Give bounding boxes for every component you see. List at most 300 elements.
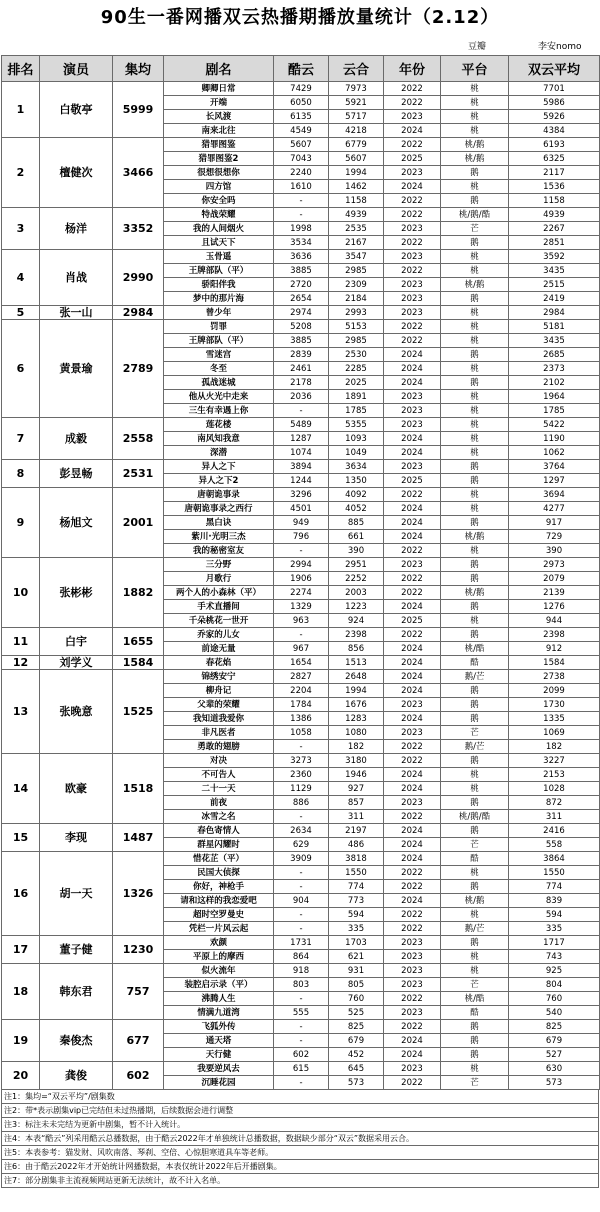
yunhe-cell: 2285 [329, 362, 384, 376]
year-cell: 2022 [384, 810, 441, 824]
kuyun-cell: 2994 [274, 558, 329, 572]
table-row [2, 82, 600, 96]
drama-cell: 南风知我意 [164, 432, 274, 446]
platform-cell: 桃/鹅 [441, 530, 509, 544]
drama-cell: 很想很想你 [164, 166, 274, 180]
yunhe-cell: 773 [329, 894, 384, 908]
kuyun-cell: 2974 [274, 306, 329, 320]
drama-cell: 飞狐外传 [164, 1020, 274, 1034]
drama-cell: 唐朝诡事录 [164, 488, 274, 502]
yunhe-cell: 2184 [329, 292, 384, 306]
table-row [2, 306, 600, 320]
yunhe-cell: 1223 [329, 600, 384, 614]
drama-cell: 雪迷宫 [164, 348, 274, 362]
kuyun-cell: - [274, 740, 329, 754]
yunhe-cell: 594 [329, 908, 384, 922]
drama-cell: 我知道我爱你 [164, 712, 274, 726]
drama-cell: 二十一天 [164, 782, 274, 796]
platform-cell: 鹅/芒 [441, 922, 509, 936]
kuyun-cell: 803 [274, 978, 329, 992]
drama-cell: 手术直播间 [164, 600, 274, 614]
rank-cell: 8 [2, 460, 40, 488]
dual-avg-cell: 5181 [509, 320, 600, 334]
yunhe-cell: 2993 [329, 306, 384, 320]
dual-avg-cell: 3864 [509, 852, 600, 866]
kuyun-cell: 3885 [274, 334, 329, 348]
rank-cell: 16 [2, 852, 40, 936]
kuyun-cell: 7043 [274, 152, 329, 166]
yunhe-cell: 931 [329, 964, 384, 978]
year-cell: 2022 [384, 572, 441, 586]
platform-cell: 桃 [441, 390, 509, 404]
kuyun-cell: 2036 [274, 390, 329, 404]
kuyun-cell: 4549 [274, 124, 329, 138]
platform-cell: 酷 [441, 1006, 509, 1020]
yunhe-cell: 1080 [329, 726, 384, 740]
drama-cell: 你好，神枪手 [164, 880, 274, 894]
year-cell: 2022 [384, 488, 441, 502]
yunhe-cell: 390 [329, 544, 384, 558]
platform-cell: 桃 [441, 782, 509, 796]
kuyun-cell: 2204 [274, 684, 329, 698]
kuyun-cell: 2720 [274, 278, 329, 292]
drama-cell: 特战荣耀 [164, 208, 274, 222]
actor-cell: 韩东君 [40, 964, 113, 1020]
episode-avg-cell: 1882 [113, 558, 164, 628]
kuyun-cell: 4501 [274, 502, 329, 516]
drama-cell: 他从火光中走来 [164, 390, 274, 404]
year-cell: 2023 [384, 950, 441, 964]
note-line: 注4：本表“酷云”列采用酷云总播数据，由于酷云2022年才单独统计总播数据，数据缺少部分“双云”数据采用云合。 [1, 1132, 599, 1146]
dual-avg-cell: 912 [509, 642, 600, 656]
platform-cell: 桃 [441, 110, 509, 124]
platform-cell: 桃 [441, 964, 509, 978]
drama-cell: 群星闪耀时 [164, 838, 274, 852]
kuyun-cell: 1386 [274, 712, 329, 726]
yunhe-cell: 525 [329, 1006, 384, 1020]
yunhe-cell: 2985 [329, 334, 384, 348]
year-cell: 2022 [384, 992, 441, 1006]
platform-cell: 鹅 [441, 712, 509, 726]
drama-cell: 三生有幸遇上你 [164, 404, 274, 418]
year-cell: 2023 [384, 796, 441, 810]
rank-cell: 17 [2, 936, 40, 964]
drama-cell: 莲花楼 [164, 418, 274, 432]
kuyun-cell: - [274, 1076, 329, 1090]
table-row [2, 754, 600, 768]
episode-avg-cell: 2990 [113, 250, 164, 306]
year-cell: 2023 [384, 418, 441, 432]
dual-avg-cell: 5926 [509, 110, 600, 124]
header-avg: 集均 [113, 56, 164, 82]
year-cell: 2024 [384, 362, 441, 376]
kuyun-cell: 5607 [274, 138, 329, 152]
dual-avg-cell: 527 [509, 1048, 600, 1062]
platform-cell: 鹅 [441, 1048, 509, 1062]
yunhe-cell: 774 [329, 880, 384, 894]
drama-cell: 王牌部队（平） [164, 264, 274, 278]
kuyun-cell: 904 [274, 894, 329, 908]
kuyun-cell: - [274, 908, 329, 922]
dual-avg-cell: 390 [509, 544, 600, 558]
kuyun-cell: 5489 [274, 418, 329, 432]
episode-avg-cell: 2789 [113, 320, 164, 418]
year-cell: 2024 [384, 824, 441, 838]
drama-cell: 玉骨遥 [164, 250, 274, 264]
drama-cell: 平原上的摩西 [164, 950, 274, 964]
yunhe-cell: 7973 [329, 82, 384, 96]
actor-cell: 刘学义 [40, 656, 113, 670]
platform-cell: 桃 [441, 488, 509, 502]
dual-avg-cell: 3592 [509, 250, 600, 264]
drama-cell: 长风渡 [164, 110, 274, 124]
kuyun-cell: - [274, 194, 329, 208]
platform-cell: 鹅 [441, 348, 509, 362]
table-row [2, 208, 600, 222]
platform-cell: 桃 [441, 82, 509, 96]
dual-avg-cell: 2398 [509, 628, 600, 642]
yunhe-cell: 1946 [329, 768, 384, 782]
kuyun-cell: 963 [274, 614, 329, 628]
platform-cell: 桃 [441, 404, 509, 418]
episode-avg-cell: 1525 [113, 670, 164, 754]
yunhe-cell: 182 [329, 740, 384, 754]
platform-cell: 鹅 [441, 880, 509, 894]
actor-cell: 杨旭文 [40, 488, 113, 558]
episode-avg-cell: 1230 [113, 936, 164, 964]
drama-cell: 梦中的那片海 [164, 292, 274, 306]
drama-cell: 异人之下2 [164, 474, 274, 488]
drama-cell: 冬至 [164, 362, 274, 376]
kuyun-cell: - [274, 866, 329, 880]
platform-cell: 桃/酷 [441, 642, 509, 656]
drama-cell: 曾少年 [164, 306, 274, 320]
yunhe-cell: 924 [329, 614, 384, 628]
year-cell: 2023 [384, 306, 441, 320]
platform-cell: 桃 [441, 446, 509, 460]
yunhe-cell: 6779 [329, 138, 384, 152]
kuyun-cell: 3273 [274, 754, 329, 768]
yunhe-cell: 825 [329, 1020, 384, 1034]
yunhe-cell: 5607 [329, 152, 384, 166]
header-actor: 演员 [40, 56, 113, 82]
episode-avg-cell: 2001 [113, 488, 164, 558]
dual-avg-cell: 3764 [509, 460, 600, 474]
year-cell: 2024 [384, 670, 441, 684]
dual-avg-cell: 558 [509, 838, 600, 852]
kuyun-cell: 2360 [274, 768, 329, 782]
platform-cell: 鹅 [441, 628, 509, 642]
episode-avg-cell: 1655 [113, 628, 164, 656]
actor-cell: 张晚意 [40, 670, 113, 754]
year-cell: 2022 [384, 236, 441, 250]
dual-avg-cell: 679 [509, 1034, 600, 1048]
year-cell: 2023 [384, 558, 441, 572]
dual-avg-cell: 2079 [509, 572, 600, 586]
year-cell: 2023 [384, 278, 441, 292]
stats-sheet [1, 0, 599, 1185]
platform-cell: 桃 [441, 502, 509, 516]
kuyun-cell: 2827 [274, 670, 329, 684]
year-cell: 2023 [384, 166, 441, 180]
platform-cell: 桃/鹅 [441, 894, 509, 908]
year-cell: 2023 [384, 964, 441, 978]
kuyun-cell: - [274, 208, 329, 222]
year-cell: 2024 [384, 516, 441, 530]
yunhe-cell: 805 [329, 978, 384, 992]
rank-cell: 12 [2, 656, 40, 670]
dual-avg-cell: 4277 [509, 502, 600, 516]
episode-avg-cell: 2984 [113, 306, 164, 320]
yunhe-cell: 857 [329, 796, 384, 810]
yunhe-cell: 927 [329, 782, 384, 796]
rank-cell: 5 [2, 306, 40, 320]
dual-avg-cell: 4939 [509, 208, 600, 222]
kuyun-cell: 1731 [274, 936, 329, 950]
drama-cell: 两个人的小森林（平） [164, 586, 274, 600]
rank-cell: 9 [2, 488, 40, 558]
year-cell: 2024 [384, 180, 441, 194]
yunhe-cell: 885 [329, 516, 384, 530]
year-cell: 2023 [384, 698, 441, 712]
dual-avg-cell: 182 [509, 740, 600, 754]
actor-cell: 彭昱畅 [40, 460, 113, 488]
year-cell: 2024 [384, 1034, 441, 1048]
table-row [2, 138, 600, 152]
note-line: 注6：由于酷云2022年才开始统计网播数据，本表仅统计2022年后开播剧集。 [1, 1160, 599, 1174]
kuyun-cell: 3296 [274, 488, 329, 502]
dual-avg-cell: 2515 [509, 278, 600, 292]
header-kuyun: 酷云 [274, 56, 329, 82]
dual-avg-cell: 3227 [509, 754, 600, 768]
header-row [2, 56, 600, 82]
platform-cell: 桃 [441, 334, 509, 348]
episode-avg-cell: 1584 [113, 656, 164, 670]
yunhe-cell: 2309 [329, 278, 384, 292]
year-cell: 2023 [384, 936, 441, 950]
rank-cell: 19 [2, 1020, 40, 1062]
platform-cell: 鹅 [441, 698, 509, 712]
dual-avg-cell: 917 [509, 516, 600, 530]
dual-avg-cell: 2117 [509, 166, 600, 180]
dual-avg-cell: 573 [509, 1076, 600, 1090]
notes-block [1, 1090, 599, 1188]
platform-cell: 鹅 [441, 516, 509, 530]
platform-cell: 桃 [441, 544, 509, 558]
rank-cell: 15 [2, 824, 40, 852]
header-yunhe: 云合 [329, 56, 384, 82]
table-row [2, 418, 600, 432]
rank-cell: 14 [2, 754, 40, 824]
kuyun-cell: 3636 [274, 250, 329, 264]
yunhe-cell: 621 [329, 950, 384, 964]
drama-cell: 春色寄情人 [164, 824, 274, 838]
year-cell: 2025 [384, 474, 441, 488]
note-line: 注2：带*表示剧集vip已完结但未过热播期，后续数据会进行调整 [1, 1104, 599, 1118]
yunhe-cell: 2252 [329, 572, 384, 586]
year-cell: 2023 [384, 978, 441, 992]
yunhe-cell: 2535 [329, 222, 384, 236]
drama-cell: 柳舟记 [164, 684, 274, 698]
rank-cell: 20 [2, 1062, 40, 1090]
dual-avg-cell: 335 [509, 922, 600, 936]
year-cell: 2023 [384, 460, 441, 474]
yunhe-cell: 1994 [329, 166, 384, 180]
rank-cell: 10 [2, 558, 40, 628]
dual-avg-cell: 925 [509, 964, 600, 978]
rank-cell: 3 [2, 208, 40, 250]
platform-cell: 桃 [441, 250, 509, 264]
kuyun-cell: 1654 [274, 656, 329, 670]
year-cell: 2022 [384, 754, 441, 768]
stats-table [1, 55, 600, 1090]
yunhe-cell: 1703 [329, 936, 384, 950]
rank-cell: 6 [2, 320, 40, 418]
yunhe-cell: 2530 [329, 348, 384, 362]
yunhe-cell: 5921 [329, 96, 384, 110]
drama-cell: 四方馆 [164, 180, 274, 194]
kuyun-cell: 3534 [274, 236, 329, 250]
year-cell: 2022 [384, 320, 441, 334]
yunhe-cell: 1550 [329, 866, 384, 880]
episode-avg-cell: 757 [113, 964, 164, 1020]
yunhe-cell: 573 [329, 1076, 384, 1090]
drama-cell: 春花焰 [164, 656, 274, 670]
drama-cell: 三分野 [164, 558, 274, 572]
kuyun-cell: 2240 [274, 166, 329, 180]
platform-cell: 桃/鹅 [441, 138, 509, 152]
year-cell: 2022 [384, 880, 441, 894]
drama-cell: 勇敢的翅膀 [164, 740, 274, 754]
year-cell: 2022 [384, 138, 441, 152]
kuyun-cell: - [274, 544, 329, 558]
drama-cell: 猎罪图鉴2 [164, 152, 274, 166]
rank-cell: 7 [2, 418, 40, 460]
platform-cell: 酷 [441, 852, 509, 866]
dual-avg-cell: 1550 [509, 866, 600, 880]
platform-cell: 桃 [441, 180, 509, 194]
kuyun-cell: 2178 [274, 376, 329, 390]
yunhe-cell: 2197 [329, 824, 384, 838]
drama-cell: 不可告人 [164, 768, 274, 782]
yunhe-cell: 3547 [329, 250, 384, 264]
kuyun-cell: - [274, 1034, 329, 1048]
year-cell: 2023 [384, 1006, 441, 1020]
platform-cell: 桃 [441, 320, 509, 334]
kuyun-cell: 949 [274, 516, 329, 530]
dual-avg-cell: 2685 [509, 348, 600, 362]
actor-cell: 黄景瑜 [40, 320, 113, 418]
platform-cell: 鹅 [441, 236, 509, 250]
episode-avg-cell: 1326 [113, 852, 164, 936]
platform-cell: 桃/鹅/酷 [441, 810, 509, 824]
actor-cell: 胡一天 [40, 852, 113, 936]
dual-avg-cell: 1730 [509, 698, 600, 712]
episode-avg-cell: 2558 [113, 418, 164, 460]
table-row [2, 852, 600, 866]
episode-avg-cell: 1518 [113, 754, 164, 824]
yunhe-cell: 2985 [329, 264, 384, 278]
year-cell: 2024 [384, 432, 441, 446]
credits-row [1, 39, 599, 53]
table-row [2, 936, 600, 950]
dual-avg-cell: 2139 [509, 586, 600, 600]
platform-cell: 鹅 [441, 684, 509, 698]
drama-cell: 情满九道湾 [164, 1006, 274, 1020]
platform-cell: 鹅 [441, 194, 509, 208]
header-drama: 剧名 [164, 56, 274, 82]
year-cell: 2024 [384, 376, 441, 390]
drama-cell: 月歌行 [164, 572, 274, 586]
drama-cell: 前途无量 [164, 642, 274, 656]
platform-cell: 鹅/芒 [441, 670, 509, 684]
dual-avg-cell: 1297 [509, 474, 600, 488]
kuyun-cell: 6050 [274, 96, 329, 110]
yunhe-cell: 760 [329, 992, 384, 1006]
note-line: 注3：标注未未完结为更新中剧集，暂不计入统计。 [1, 1118, 599, 1132]
kuyun-cell: 3894 [274, 460, 329, 474]
dual-avg-cell: 1785 [509, 404, 600, 418]
kuyun-cell: 1244 [274, 474, 329, 488]
yunhe-cell: 1158 [329, 194, 384, 208]
dual-avg-cell: 839 [509, 894, 600, 908]
dual-avg-cell: 311 [509, 810, 600, 824]
yunhe-cell: 5153 [329, 320, 384, 334]
platform-cell: 鹅 [441, 166, 509, 180]
year-cell: 2025 [384, 152, 441, 166]
year-cell: 2022 [384, 922, 441, 936]
note-line: 注7：部分剧集非主流视频网站更新无法统计，故不计入名单。 [1, 1174, 599, 1188]
episode-avg-cell: 3466 [113, 138, 164, 208]
table-row [2, 670, 600, 684]
yunhe-cell: 2951 [329, 558, 384, 572]
year-cell: 2024 [384, 852, 441, 866]
dual-avg-cell: 2973 [509, 558, 600, 572]
year-cell: 2024 [384, 348, 441, 362]
dual-avg-cell: 3435 [509, 264, 600, 278]
yunhe-cell: 3818 [329, 852, 384, 866]
platform-cell: 鹅 [441, 474, 509, 488]
episode-avg-cell: 677 [113, 1020, 164, 1062]
year-cell: 2023 [384, 222, 441, 236]
year-cell: 2022 [384, 334, 441, 348]
dual-avg-cell: 540 [509, 1006, 600, 1020]
yunhe-cell: 1513 [329, 656, 384, 670]
platform-cell: 桃 [441, 306, 509, 320]
kuyun-cell: 1129 [274, 782, 329, 796]
header-dual-avg: 双云平均 [509, 56, 600, 82]
dual-avg-cell: 944 [509, 614, 600, 628]
drama-cell: 锦绣安宁 [164, 670, 274, 684]
drama-cell: 我的人间烟火 [164, 222, 274, 236]
dual-avg-cell: 1158 [509, 194, 600, 208]
platform-cell: 芒 [441, 978, 509, 992]
dual-avg-cell: 2373 [509, 362, 600, 376]
kuyun-cell: 1074 [274, 446, 329, 460]
actor-cell: 杨洋 [40, 208, 113, 250]
dual-avg-cell: 760 [509, 992, 600, 1006]
table-row [2, 1062, 600, 1076]
actor-cell: 龚俊 [40, 1062, 113, 1090]
actor-cell: 白敬亭 [40, 82, 113, 138]
dual-avg-cell: 1335 [509, 712, 600, 726]
drama-cell: 深潜 [164, 446, 274, 460]
table-row [2, 488, 600, 502]
kuyun-cell: 2839 [274, 348, 329, 362]
year-cell: 2022 [384, 740, 441, 754]
drama-cell: 你安全吗 [164, 194, 274, 208]
yunhe-cell: 1676 [329, 698, 384, 712]
